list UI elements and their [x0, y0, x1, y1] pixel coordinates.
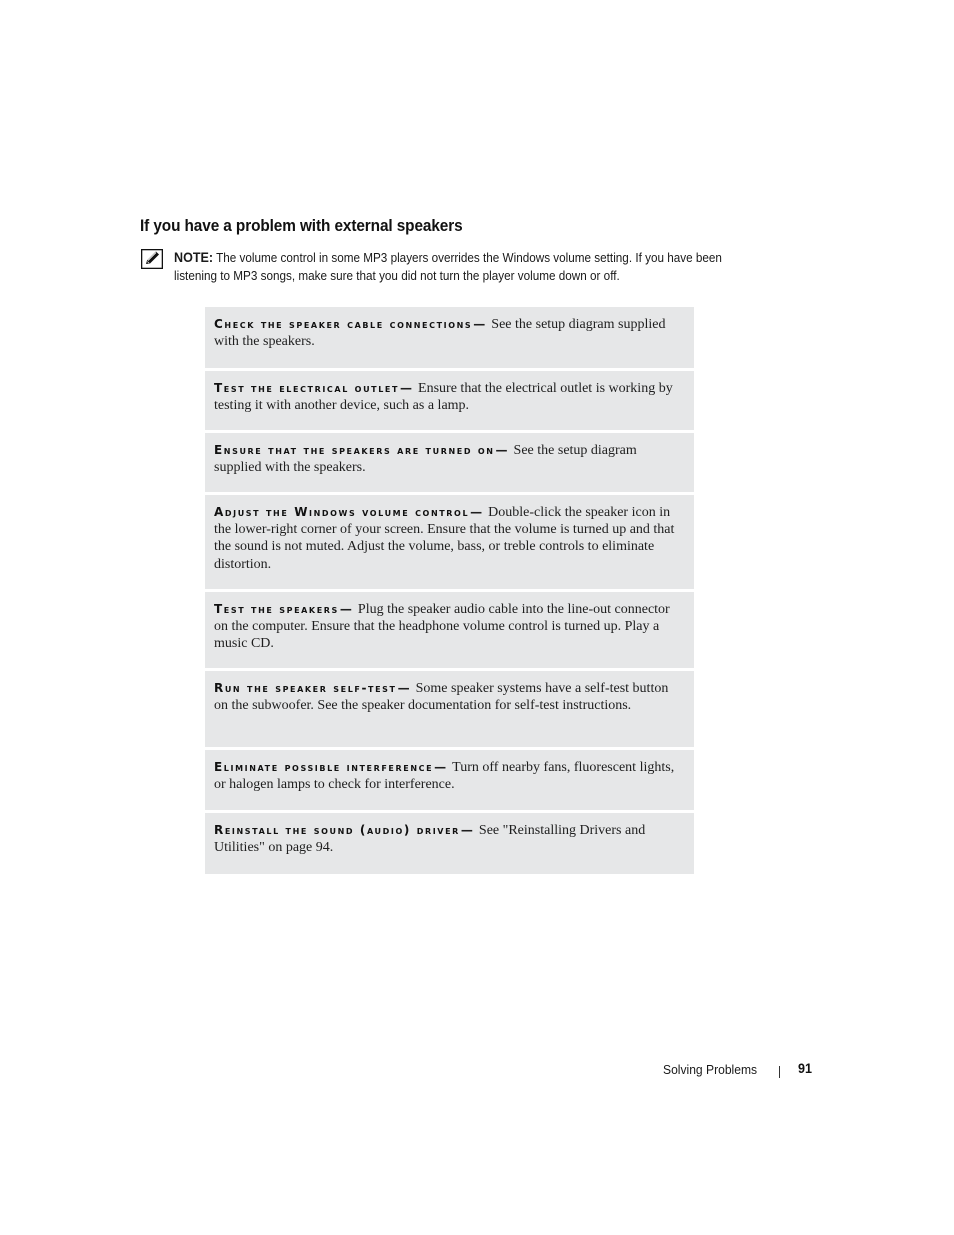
tip-test-electrical-outlet: [205, 371, 694, 430]
tip-dash: —: [397, 681, 410, 695]
footer-chapter-name: Solving Problems: [663, 1062, 758, 1077]
note-pencil-icon: [141, 249, 163, 269]
tip-title: Test the electrical outlet: [214, 381, 400, 395]
tip-check-speaker-cable-connections: [205, 307, 694, 368]
tip-title: Test the speakers: [214, 602, 339, 616]
tip-body: Double-click the speaker icon in the lower-right corner of your screen. Ensure that the volume is turned up and that the sound is not muted. Adjust the volume, bass, or treble controls to eliminate distortion.: [214, 505, 675, 572]
section-heading: If you have a problem with external speakers: [140, 217, 463, 235]
tip-body: Some speaker systems have a self-test button on the subwoofer. See the speaker documentation for self-test instructions.: [214, 681, 669, 714]
tip-ensure-speakers-turned-on: [205, 433, 694, 492]
tip-adjust-windows-volume-control: [205, 495, 694, 589]
tip-title: Run the speaker self-test: [214, 681, 397, 695]
tip-dash: —: [434, 760, 447, 774]
tip-body: See "Reinstalling Drivers and Utilities" on page 94.: [214, 823, 646, 856]
tip-dash: —: [495, 443, 508, 457]
tip-reinstall-sound-driver: [205, 813, 694, 874]
tip-test-speakers: [205, 592, 694, 668]
tip-body: Plug the speaker audio cable into the line-out connector on the computer. Ensure that the headphone volume control is turned up. Play a music CD.: [214, 602, 670, 652]
tip-body: Ensure that the electrical outlet is working by testing it with another device, such as a lamp.: [214, 381, 673, 414]
troubleshooting-tips: [205, 307, 694, 877]
tip-body: See the setup diagram supplied with the speakers.: [214, 317, 666, 350]
tip-eliminate-possible-interference: [205, 750, 694, 810]
tip-title: Eliminate possible interference: [214, 760, 434, 774]
tip-body: Turn off nearby fans, fluorescent lights, or halogen lamps to check for interference.: [214, 760, 675, 793]
tip-dash: —: [400, 381, 413, 395]
tip-dash: —: [470, 505, 483, 519]
note: [174, 249, 746, 285]
note-text: The volume control in some MP3 players overrides the Windows volume setting. If you have been listening to MP3 songs, make sure that you did not turn the player volume down or off.: [174, 251, 722, 283]
tip-dash: —: [339, 602, 352, 616]
tip-dash: —: [473, 317, 486, 331]
footer-separator: [779, 1066, 780, 1078]
tip-title: Reinstall the sound (audio) driver: [214, 823, 460, 837]
page-number: 91: [798, 1061, 812, 1076]
tip-dash: —: [460, 823, 473, 837]
tip-body: See the setup diagram supplied with the speakers.: [214, 443, 637, 476]
tip-title: Adjust the Windows volume control: [214, 505, 470, 519]
note-label: NOTE:: [174, 250, 214, 265]
tip-title: Check the speaker cable connections: [214, 317, 473, 331]
tip-run-speaker-self-test: [205, 671, 694, 747]
tip-title: Ensure that the speakers are turned on: [214, 443, 495, 457]
